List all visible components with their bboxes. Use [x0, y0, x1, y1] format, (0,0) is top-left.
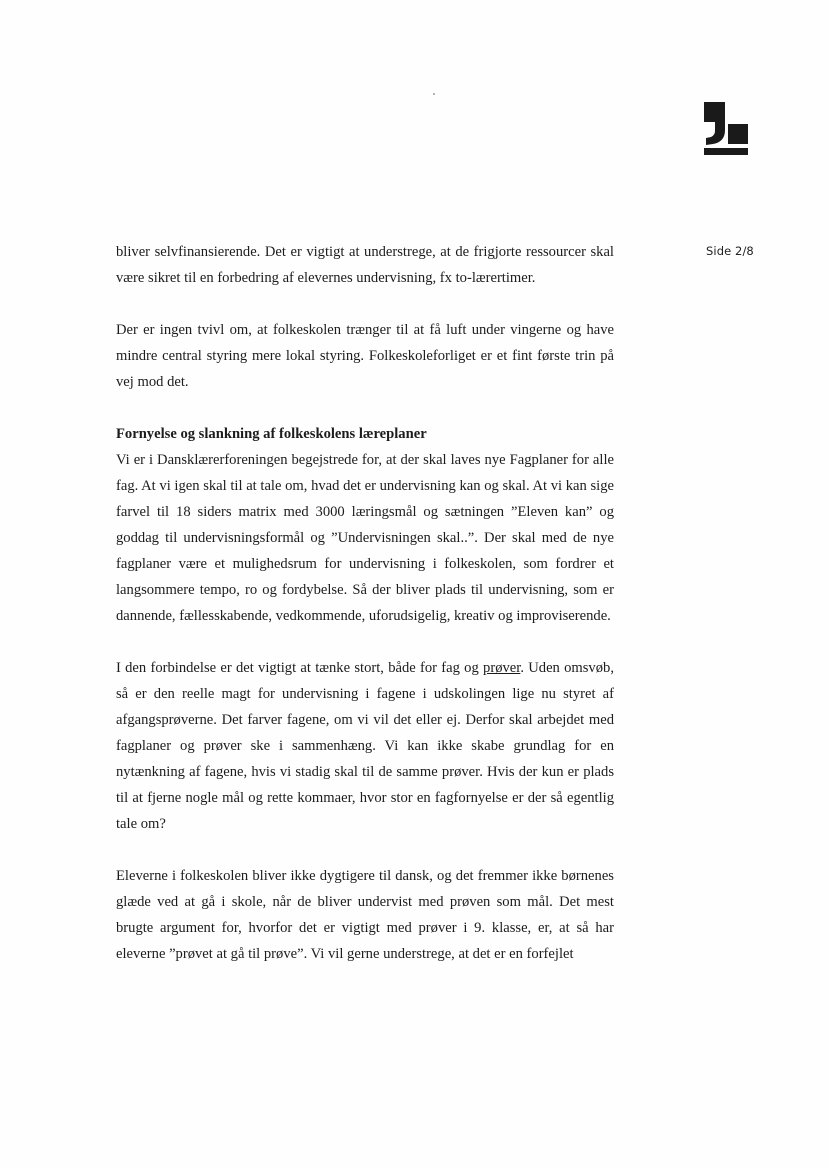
underlined-word: prøver	[483, 660, 521, 676]
paragraph-text: . Uden omsvøb, så er den reelle magt for undervisning i fagene i udskolingen lige nu styret af afgangsprøverne. Det farver fagene, om vi vil det eller ej. Derfor skal arbejdet med fagplaner og prøver ske i sammenhæng. Vi kan ikke skabe grundlag for en nytænkning af fagene, hvis vi stadig skal til de samme prøver. Hvis der kun er plads til at fjerne nogle mål og rette kommaer, hvor stor en fagfornyelse er der så egentlig tale om?	[116, 660, 614, 832]
danish-teachers-union-logo	[703, 100, 749, 156]
scan-speck	[433, 93, 435, 95]
document-body	[116, 239, 614, 967]
logo-icon	[703, 100, 749, 156]
paragraph-text: I den forbindelse er det vigtigt at tænke stort, både for fag og	[116, 660, 484, 676]
paragraph	[116, 655, 614, 837]
paragraph: Der er ingen tvivl om, at folkeskolen trænger til at få luft under vingerne og have mindre central styring mere lokal styring. Folkeskoleforliget er et fint første trin på vej mod det.	[116, 322, 614, 390]
page-number: Side 2/8	[706, 244, 754, 258]
paragraph: Vi er i Dansklærerforeningen begejstrede for, at der skal laves nye Fagplaner for alle fag. At vi igen skal til at tale om, hvad det er undervisning kan og skal. At vi kan sige farvel til 18 siders matrix med 3000 læringsmål og sætningen ”Eleven kan” og goddag til undervisningsformål og ”Undervisningen skal..”. Der skal med de nye fagplaner være et mulighedsrum for undervisning i folkeskolen, som fordrer et langsommere tempo, ro og fordybelse. Så der bliver plads til undervisning, som er dannende, fællesskabende, vedkommende, uforudsigelig, kreativ og improviserende.	[116, 452, 614, 624]
section-heading: Fornyelse og slankning af folkeskolens læreplaner	[116, 426, 427, 442]
paragraph: bliver selvfinansierende. Det er vigtigt at understrege, at de frigjorte ressourcer skal være sikret til en forbedring af elevernes undervisning, fx to-lærertimer.	[116, 244, 614, 286]
paragraph: Eleverne i folkeskolen bliver ikke dygtigere til dansk, og det fremmer ikke børnenes glæde ved at gå i skole, når de bliver undervist med prøven som mål. Det mest brugte argument for, hvorfor det er vigtigt med prøver i 9. klasse, er, at så har eleverne ”prøvet at gå til prøve”. Vi vil gerne understrege, at det er en forfejlet	[116, 868, 614, 962]
